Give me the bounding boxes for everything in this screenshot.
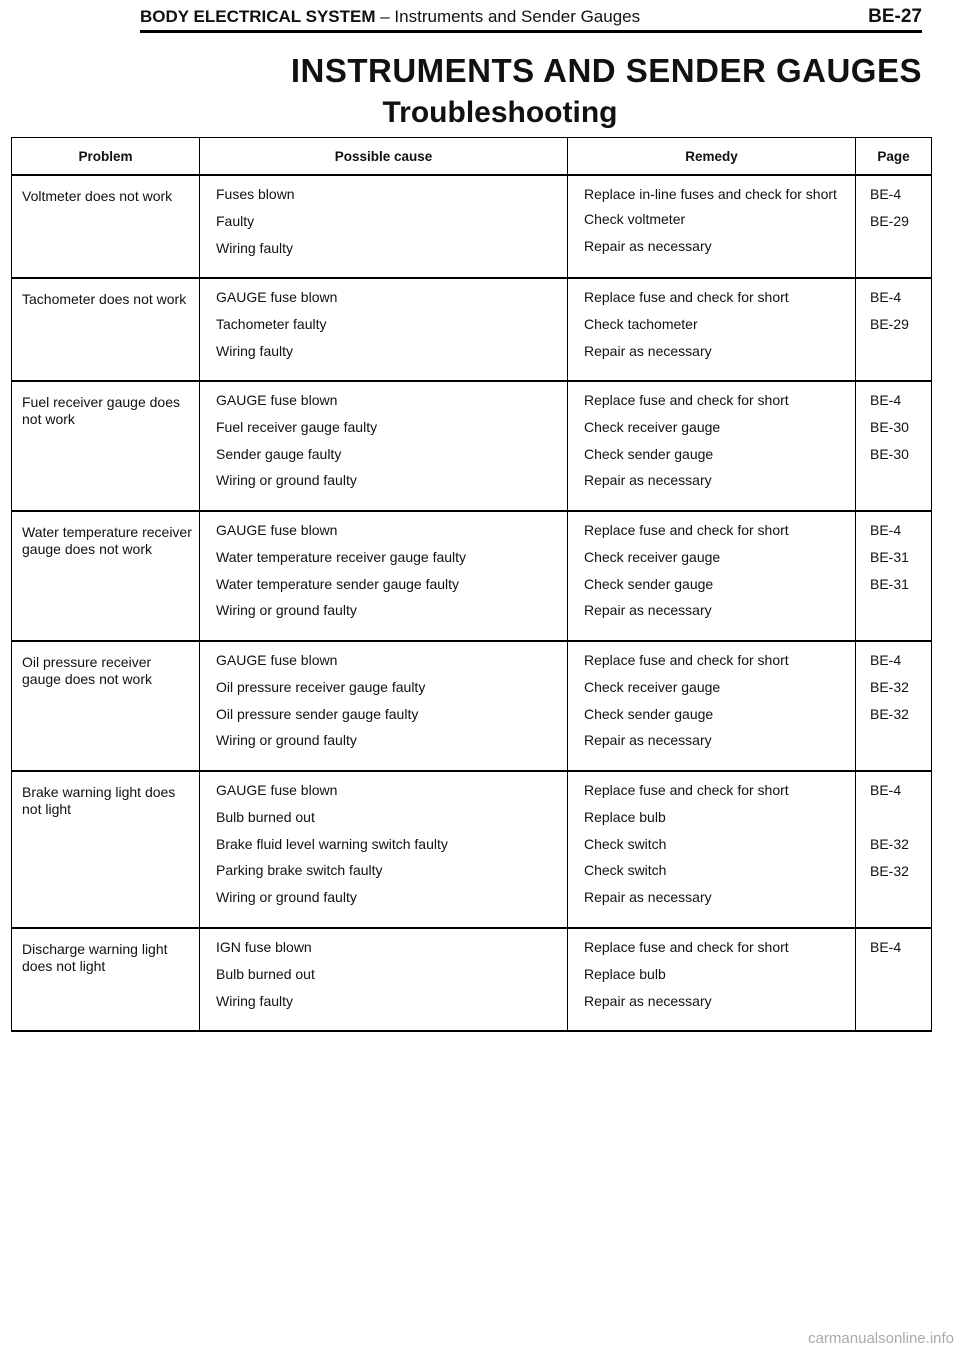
page-ref-cell [856,175,932,278]
remedy-line: Repair as necessary [584,889,712,906]
subsection-name: Instruments and Sender Gauges [394,7,641,26]
remedy-cell [568,278,856,381]
page-ref-line: BE-31 [870,576,909,592]
cause-line: Wiring or ground faulty [216,472,357,489]
remedy-cell [568,381,856,511]
remedy-line: Replace bulb [584,808,666,825]
remedy-line: Check switch [584,862,667,879]
cause-line: GAUGE fuse blown [216,522,338,538]
column-header-problem: Problem [12,138,200,176]
remedy-line: Replace fuse and check for short [584,939,789,955]
title-dash: – [375,7,395,26]
problem-cell: Discharge warning light does not light [12,928,200,1031]
page-ref-line [856,733,931,750]
running-title [140,7,640,27]
page-ref-line [856,890,931,907]
cause-cell [200,511,568,641]
cause-line: Faulty [216,212,255,229]
page-ref-line: BE-4 [870,782,902,798]
remedy-line: Repair as necessary [584,237,712,254]
page-ref-line: BE-32 [870,836,909,852]
page-ref-line: BE-29 [870,213,909,229]
cause-cell [200,928,568,1031]
column-header-page: Page [856,138,932,176]
cause-line: GAUGE fuse blown [216,289,338,305]
page-header [140,4,922,33]
cause-line: Oil pressure sender gauge faulty [216,705,419,722]
remedy-line: Repair as necessary [584,472,712,489]
problem-cell: Brake warning light does not light [12,771,200,928]
problem-cell: Water temperature receiver gauge does not work [12,511,200,641]
remedy-line: Replace fuse and check for short [584,522,789,538]
cause-line: Fuses blown [216,186,295,202]
remedy-line: Replace fuse and check for short [584,289,789,305]
table-row [12,175,932,278]
page-ref-line: BE-29 [870,316,909,332]
page-ref-cell [856,381,932,511]
problem-cell: Fuel receiver gauge does not work [12,381,200,511]
page-ref-line: BE-4 [870,939,902,955]
page-ref-line: BE-30 [870,419,909,435]
remedy-line: Repair as necessary [584,732,712,749]
remedy-line: Repair as necessary [584,992,712,1009]
cause-line: Parking brake switch faulty [216,862,383,879]
cause-cell [200,641,568,771]
remedy-line: Replace bulb [584,965,666,982]
cause-line: Bulb burned out [216,808,315,825]
page-ref-line: BE-4 [870,289,902,305]
cause-line: Fuel receiver gauge faulty [216,418,378,435]
page-number: BE-27 [868,6,922,27]
remedy-line: Check receiver gauge [584,548,721,565]
cause-line: GAUGE fuse blown [216,782,338,798]
watermark: carmanualsonline.info [808,1330,954,1347]
page-ref-line [856,993,931,1010]
page-ref-cell [856,641,932,771]
cause-line: Bulb burned out [216,965,315,982]
table-header-row [12,138,932,176]
cause-line: GAUGE fuse blown [216,392,338,408]
page-ref-line [856,809,931,826]
problem-cell: Oil pressure receiver gauge does not work [12,641,200,771]
cause-cell [200,381,568,511]
remedy-cell [568,511,856,641]
table-row [12,381,932,511]
column-header-remedy: Remedy [568,138,856,176]
page-ref-line: BE-4 [870,186,902,202]
cause-line: GAUGE fuse blown [216,652,338,668]
table-row [12,928,932,1031]
remedy-line: Check receiver gauge [584,418,721,435]
page-ref-line: BE-32 [870,863,909,879]
remedy-line: Replace fuse and check for short [584,652,789,668]
problem-cell: Tachometer does not work [12,278,200,381]
page-ref-line: BE-32 [870,679,909,695]
page-ref-line: BE-31 [870,549,909,565]
cause-line: Water temperature receiver gauge faulty [216,548,467,565]
page-ref-line: BE-30 [870,446,909,462]
cause-cell [200,771,568,928]
cause-cell [200,175,568,278]
page-ref-cell [856,278,932,381]
cause-line: Oil pressure receiver gauge faulty [216,678,426,695]
remedy-line: Replace fuse and check for short [584,392,789,408]
remedy-line: Check tachometer [584,315,698,332]
remedy-line: Check voltmeter [584,210,686,227]
remedy-line: Check switch [584,835,667,852]
table-row [12,771,932,928]
remedy-line: Check receiver gauge [584,678,721,695]
cause-line: Wiring or ground faulty [216,732,357,749]
column-header-cause: Possible cause [200,138,568,176]
problem-cell: Voltmeter does not work [12,175,200,278]
cause-line: Water temperature sender gauge faulty [216,575,460,592]
page-ref-line: BE-32 [870,706,909,722]
table-row [12,278,932,381]
remedy-cell [568,641,856,771]
page-ref-line [856,343,931,360]
page-subtitle: Troubleshooting [382,96,618,129]
cause-line: IGN fuse blown [216,939,312,955]
page-title: INSTRUMENTS AND SENDER GAUGES [290,52,922,89]
section-name: BODY ELECTRICAL SYSTEM [140,7,376,26]
remedy-cell [568,771,856,928]
remedy-line: Repair as necessary [584,342,712,359]
cause-line: Wiring faulty [216,992,294,1009]
remedy-line: Replace in-line fuses and check for short [584,186,837,202]
page-ref-cell [856,511,932,641]
page-ref-cell [856,771,932,928]
page-ref-line [856,603,931,620]
page-ref-line: BE-4 [870,392,902,408]
table-row [12,511,932,641]
remedy-line: Check sender gauge [584,445,714,462]
cause-line: Wiring faulty [216,342,294,359]
page-ref-line: BE-4 [870,652,902,668]
page-ref-line [856,473,931,490]
cause-line: Wiring or ground faulty [216,602,357,619]
page-ref-line: BE-4 [870,522,902,538]
remedy-line: Replace fuse and check for short [584,782,789,798]
cause-line: Wiring faulty [216,239,294,256]
remedy-cell [568,175,856,278]
remedy-cell [568,928,856,1031]
table-row [12,641,932,771]
cause-line: Sender gauge faulty [216,445,342,462]
cause-line: Brake fluid level warning switch faulty [216,835,448,852]
table-body [12,175,932,1031]
page-ref-line [856,240,931,257]
page-ref-line [856,966,931,983]
remedy-line: Check sender gauge [584,575,714,592]
troubleshooting-table [11,137,932,1032]
cause-line: Tachometer faulty [216,315,327,332]
remedy-line: Check sender gauge [584,705,714,722]
page-ref-cell [856,928,932,1031]
cause-cell [200,278,568,381]
remedy-line: Repair as necessary [584,602,712,619]
cause-line: Wiring or ground faulty [216,889,357,906]
